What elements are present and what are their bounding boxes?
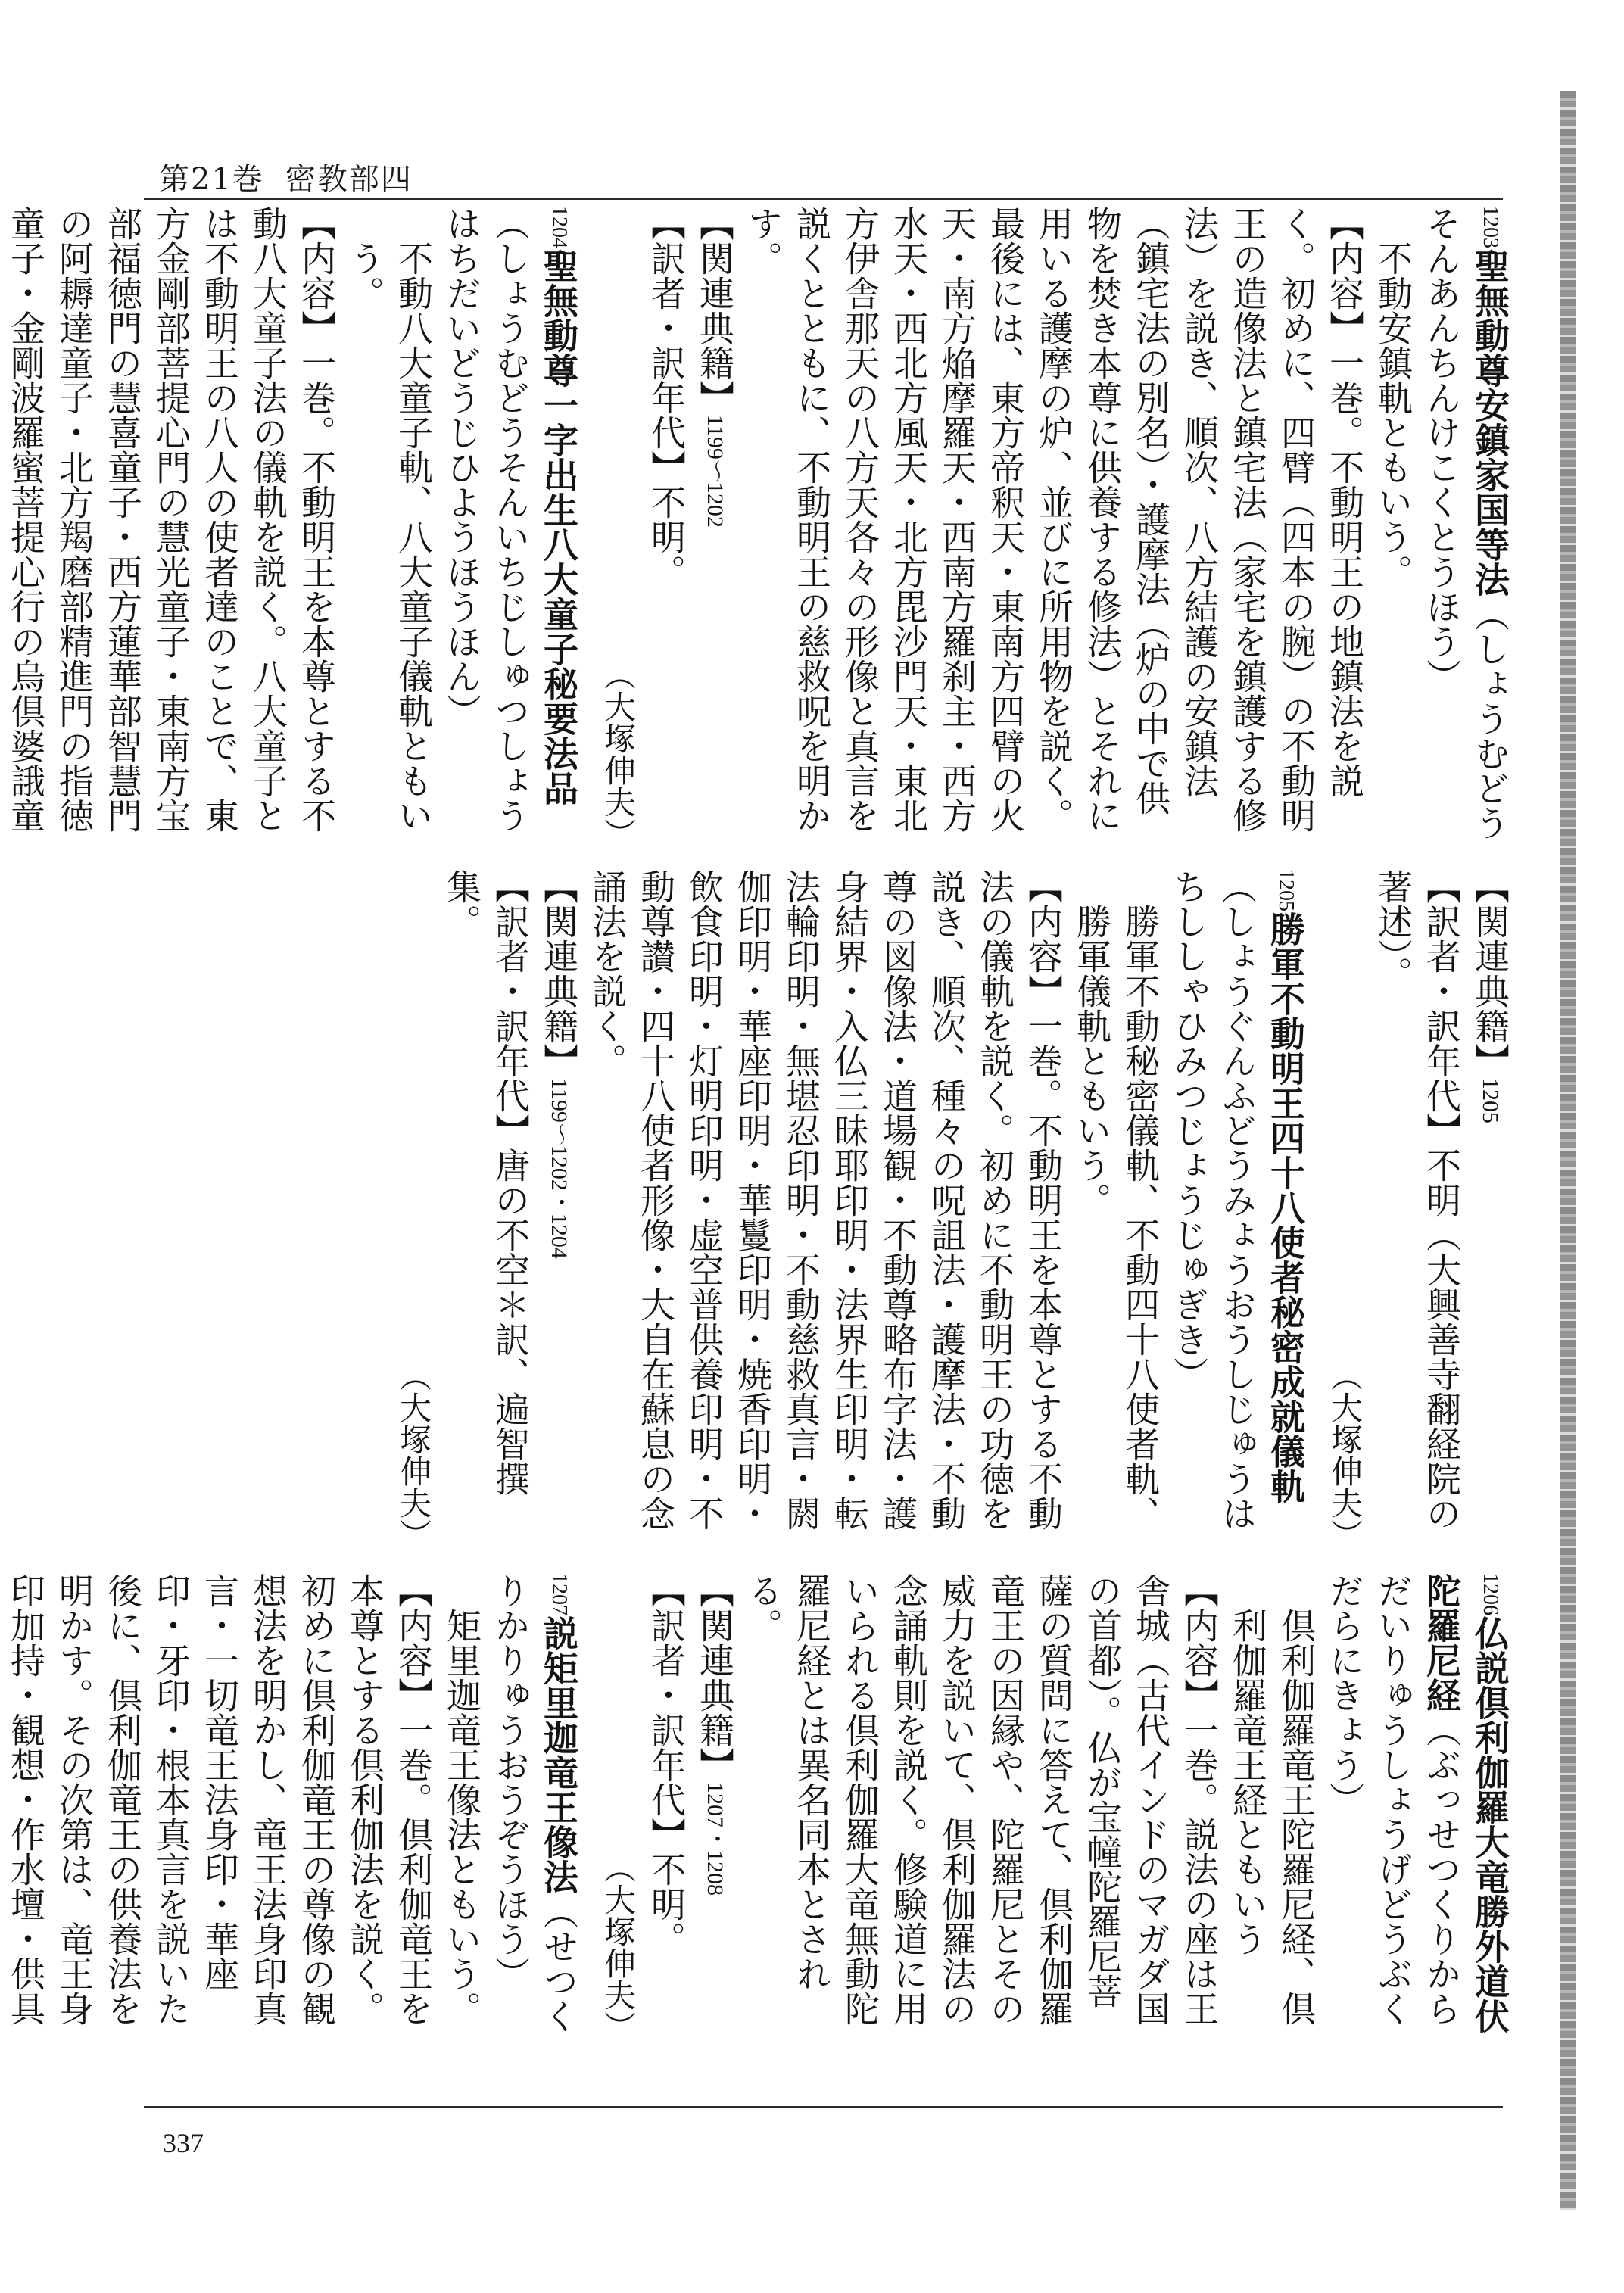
entry-heading bbox=[486, 1573, 583, 2042]
content-text: 一巻。不動明王を本尊とする不動八大童子法の儀軌を説く。八大童子とは不動明王の八人の使者達のことで、東方金剛部菩提心門の慧光童子・東南方宝部福徳門の慧喜童子・西方蓮華部智慧門の阿耨達童子・北方羯磨部精進門の指徳童子・金剛波羅蜜菩提心行の烏倶婆誐童 bbox=[5, 206, 337, 833]
content-label: 【内容】 bbox=[296, 206, 337, 345]
translator-text: 唐の不空＊訳、遍智撰集。 bbox=[441, 869, 531, 1496]
entry-alt-names: 勝軍不動秘密儀軌、不動四十八使者軌、勝軍儀軌ともいう。 bbox=[1071, 904, 1161, 1531]
content-label: 【内容】 bbox=[393, 1573, 434, 1712]
entry-1204 bbox=[0, 206, 583, 849]
section-label: 密教部四 bbox=[285, 162, 413, 197]
entry-content bbox=[583, 869, 1068, 1550]
entry-number: 1203 bbox=[1479, 206, 1502, 248]
content-text: 一巻。倶利伽竜王を本尊とする倶利伽法を説く。初めに倶利伽竜王の尊像の観想法を明かし、竜王法身印真言・一切竜王法身印・華座印・牙印・根本真言を説いた後に、倶利伽竜王の供養法を明かす。その次第は、竜王身印加持・観想・作水壇・供具 bbox=[5, 1573, 434, 2026]
entry-title: 聖無動尊安鎮家国等法 bbox=[1470, 248, 1510, 597]
related-refs: 1207・1208 bbox=[703, 1782, 728, 1896]
related-label: 【関連典籍】 bbox=[694, 1573, 735, 1782]
entry-reading: （しょうむどうそんあんちんけこくとうほう） bbox=[1421, 206, 1510, 840]
entry-number: 1207 bbox=[547, 1573, 571, 1615]
entry-title: 勝軍不動明王四十八使者秘密成就儀軌 bbox=[1265, 911, 1306, 1503]
running-header bbox=[159, 155, 413, 198]
entry-reading: （しょうぐんふどうみょうおうしじゅうはちししゃひみつじょうじゅぎき） bbox=[1168, 869, 1258, 1531]
translator-label: 【訳者・訳年代】 bbox=[646, 1573, 687, 1852]
entry-related bbox=[690, 206, 739, 849]
translator-label: 【訳者・訳年代】 bbox=[1421, 869, 1462, 1148]
related-label: 【関連典籍】 bbox=[538, 869, 579, 1078]
entry-author: （大塚伸夫） bbox=[1326, 1360, 1364, 1550]
entry-alt-names: 不動安鎮軌ともいう。 bbox=[1373, 241, 1414, 589]
entry-related bbox=[535, 869, 583, 1550]
footer-rule bbox=[144, 2106, 1503, 2108]
related-refs: 1199～1202・1204 bbox=[547, 1078, 572, 1259]
entry-content bbox=[0, 1573, 438, 2042]
entry-author: （大塚伸夫） bbox=[600, 1852, 637, 2042]
scan-binding-edge bbox=[1560, 91, 1576, 2210]
entry-heading bbox=[438, 206, 583, 849]
entry-translator bbox=[438, 869, 535, 1550]
related-label: 【関連典籍】 bbox=[694, 206, 735, 415]
entry-title: 説矩里迦竜王像法 bbox=[538, 1615, 579, 1894]
content-label: 【内容】 bbox=[1023, 869, 1064, 1008]
translator-text: 不明。 bbox=[646, 484, 687, 589]
entry-number: 1206 bbox=[1479, 1573, 1502, 1615]
text-block-middle bbox=[121, 869, 1514, 1550]
entry-related bbox=[1466, 869, 1514, 1550]
entry-heading bbox=[1417, 206, 1514, 849]
translator-label: 【訳者・訳年代】 bbox=[646, 206, 687, 484]
entry-1206 bbox=[594, 1573, 1514, 2042]
entry-related bbox=[690, 1573, 739, 2042]
entry-title: 仏説倶利伽羅大竜勝外道伏陀羅尼経 bbox=[1421, 1573, 1510, 2033]
entry-author: （大塚伸夫） bbox=[600, 659, 637, 849]
entry-alt-names: 不動八大童子軌、八大童子儀軌ともいう。 bbox=[344, 241, 434, 833]
entry-1203 bbox=[594, 206, 1514, 849]
translator-text: 不明（大興善寺翻経院の著述）。 bbox=[1373, 869, 1462, 1531]
entry-number: 1205 bbox=[1274, 869, 1298, 911]
text-block-bottom bbox=[5, 1573, 1514, 2042]
translator-label: 【訳者・訳年代】 bbox=[490, 869, 531, 1148]
content-label: 【内容】 bbox=[1179, 1573, 1220, 1712]
entry-number: 1204 bbox=[547, 206, 571, 248]
related-label: 【関連典籍】 bbox=[1470, 869, 1510, 1078]
entry-title: 聖無動尊一字出生八大童子秘要法品 bbox=[538, 248, 579, 805]
entry-reading: （ぶっせつくりからだいりゅうしょうげどうぶくだらにきょう） bbox=[1324, 1573, 1462, 2026]
entry-1205 bbox=[389, 869, 1310, 1550]
entry-translator bbox=[1369, 869, 1466, 1550]
entry-content bbox=[739, 1573, 1223, 2042]
entry-alt-names: 矩里迦竜王像法ともいう。 bbox=[441, 1608, 482, 2026]
entry-translator bbox=[642, 206, 690, 849]
entry-content bbox=[0, 206, 341, 849]
entry-reading: （せつくりかりゅうおうぞうほう） bbox=[490, 1573, 579, 2033]
entry-heading bbox=[1164, 869, 1310, 1550]
entry-translator bbox=[642, 1573, 690, 2042]
content-label: 【内容】 bbox=[1324, 206, 1365, 345]
content-text: 一巻。不動明王を本尊とする不動法の儀軌を説く。初めに不動明王の功徳を説き、順次、種々の呪詛法・護摩法・不動尊の図像法・道場観・不動尊略布字法・護身結界・入仏三昧耶印明・法界生印明・転法輪印明・無堪忍印明・不動慈救真言・閼伽印明・華座印明・華鬘印明・焼香印明・飲食印明・灯明印明・虚空普供養印明・不動尊讃・四十八使者形像・大自在蘇息の念誦法を説く。 bbox=[587, 869, 1064, 1531]
entry-reading: （しょうむどうそんいちじしゅつしょうはちだいどうじひようほうほん） bbox=[441, 206, 531, 833]
volume-label: 第21巻 bbox=[159, 162, 264, 197]
content-text: 一巻。不動明王の地鎮法を説く。初めに、四臂（四本の腕）の不動明王の造像法と鎮宅法（家宅を鎮護する修法）を説き、順次、八方結護の安鎮法（鎮宅法の別名）・護摩法（炉の中で供物を焚き本尊に供養する修法）とそれに用いる護摩の炉、並びに所用物を説く。最後には、東方帝釈天・東南方四臂の火天・南方焔摩羅天・西南方羅刹主・西方水天・西北方風天・北方毘沙門天・東北方伊舎那天の八方天各々の形像と真言を説くとともに、不動明王の慈救呪を明かす。 bbox=[743, 206, 1365, 833]
content-text: 一巻。説法の座は王舎城（古代インドのマガダ国の首都）。仏が宝幢陀羅尼菩薩の質問に答えて、倶利伽羅竜王の因縁や、陀羅尼とその威力を説いて、倶利伽羅法の念誦軌則を説く。修験道に用いられる倶利伽羅大竜無動陀羅尼経とは異名同本とされる。 bbox=[743, 1573, 1220, 2026]
related-refs: 1205 bbox=[1478, 1078, 1503, 1123]
translator-text: 不明。 bbox=[646, 1852, 687, 1956]
related-refs: 1199～1202 bbox=[703, 415, 728, 528]
entry-alt-names: 倶利伽羅竜王陀羅尼経、倶利伽羅竜王経ともいう bbox=[1227, 1608, 1317, 2026]
entry-1204-tail bbox=[1320, 869, 1514, 1550]
entry-author: （大塚伸夫） bbox=[395, 1360, 432, 1550]
entry-content bbox=[739, 206, 1369, 849]
entry-heading bbox=[1320, 1573, 1514, 2042]
text-block-top bbox=[5, 206, 1514, 849]
entry-1207 bbox=[0, 1573, 583, 2042]
header-rule bbox=[144, 198, 1503, 200]
page-number: 337 bbox=[163, 2128, 204, 2158]
